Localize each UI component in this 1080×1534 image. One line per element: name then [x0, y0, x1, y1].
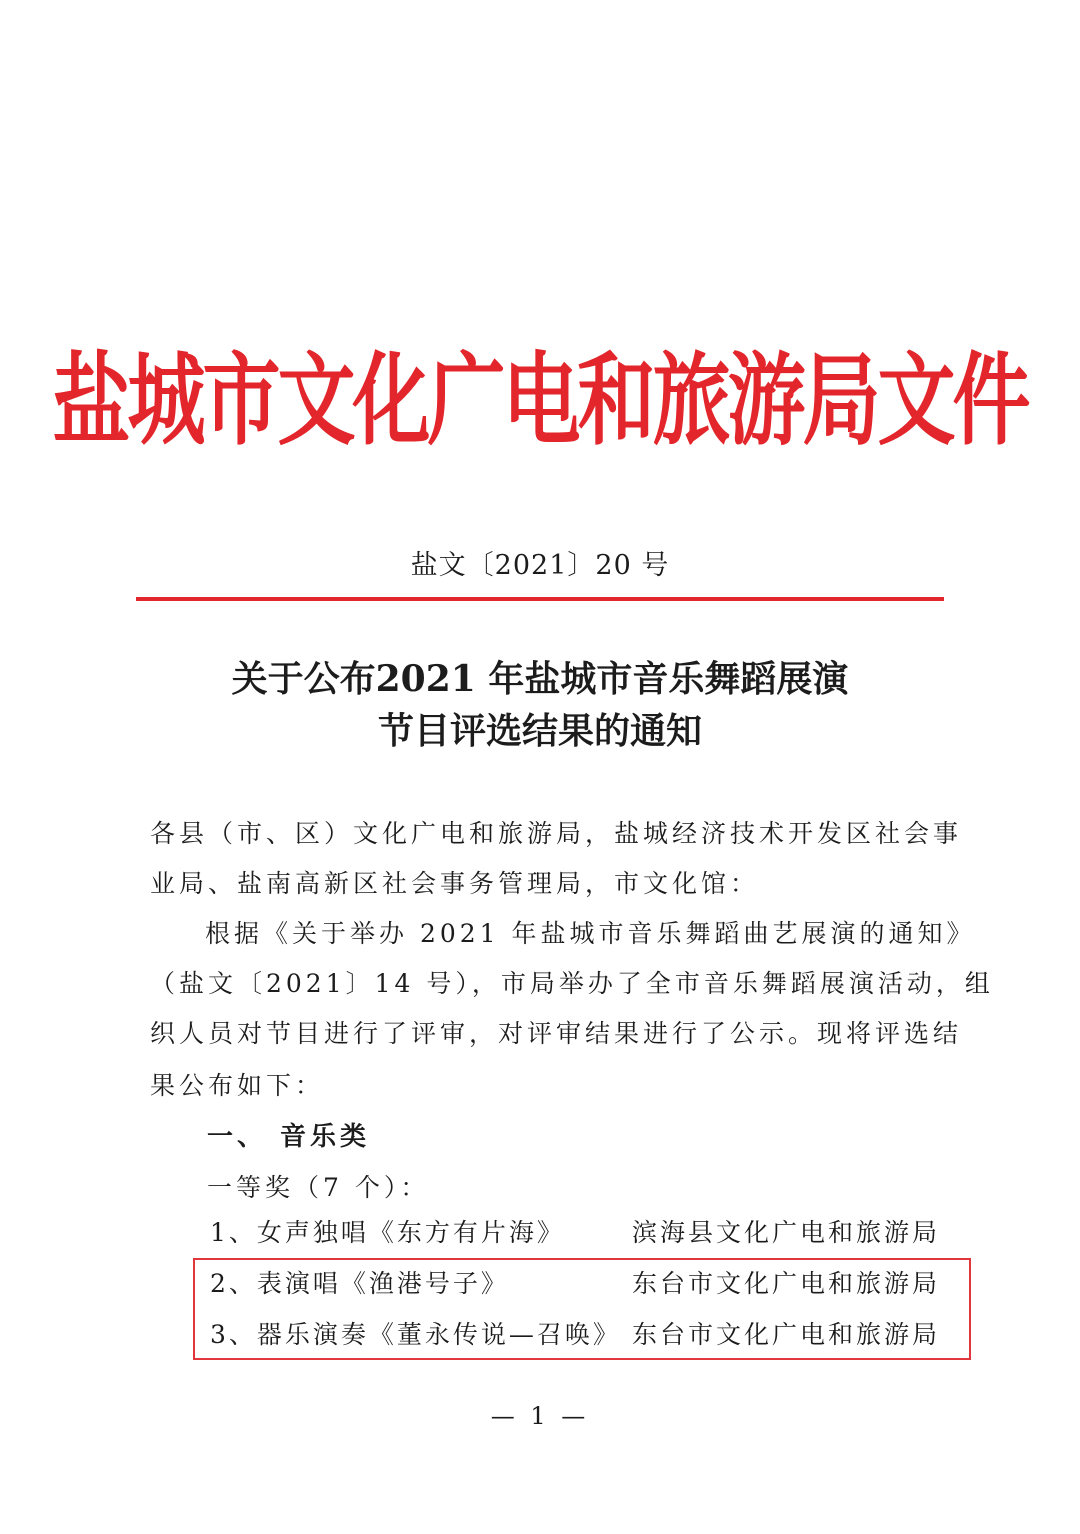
document-number: 盐文〔2021〕20 号 — [410, 550, 670, 581]
award-work-title: 3、器乐演奏《董永传说—召唤》 — [210, 1320, 621, 1349]
body-line-4: 果公布如下： — [150, 1071, 325, 1100]
section-heading-music: 一、 音乐类 — [207, 1122, 371, 1152]
award-unit: 滨海县文化广电和旅游局 — [632, 1218, 941, 1247]
award-heading-first-prize: 一等奖（7 个）： — [207, 1173, 430, 1202]
highlight-box — [193, 1258, 971, 1360]
recipients-line-1: 各县（市、区）文化广电和旅游局，盐城经济技术开发区社会事 — [150, 819, 963, 848]
award-unit: 东台市文化广电和旅游局 — [632, 1320, 941, 1349]
body-line-3: 织人员对节目进行了评审，对评审结果进行了公示。现将评选结 — [150, 1019, 963, 1048]
award-work-title: 1、女声独唱《东方有片海》 — [210, 1218, 565, 1247]
red-divider-line — [136, 597, 944, 601]
body-line-1: 根据《关于举办 2021 年盐城市音乐舞蹈曲艺展演的通知》 — [205, 919, 976, 948]
award-work-title: 2、表演唱《渔港号子》 — [210, 1269, 509, 1298]
document-header-title: 盐城市文化广电和旅游局文件 — [52, 344, 1028, 460]
recipients-line-2: 业局、盐南高新区社会事务管理局，市文化馆： — [150, 869, 760, 898]
award-unit: 东台市文化广电和旅游局 — [632, 1269, 941, 1298]
page-number: — 1 — — [490, 1402, 590, 1430]
body-line-2: （盐文〔2021〕14 号），市局举办了全市音乐舞蹈展演活动，组 — [150, 969, 994, 998]
notice-title-line-2: 节目评选结果的通知 — [377, 710, 702, 752]
notice-title-line-1: 关于公布2021 年盐城市音乐舞蹈展演 — [231, 658, 849, 700]
